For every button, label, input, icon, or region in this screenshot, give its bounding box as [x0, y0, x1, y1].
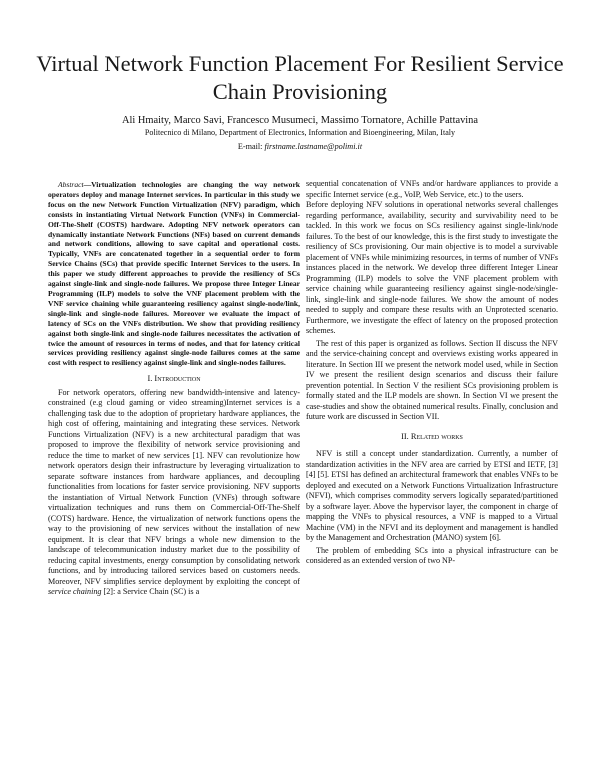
section-heading-introduction: I. Introduction — [147, 374, 201, 384]
organization-paragraph: The rest of this paper is organized as follows. Section II discuss the NFV and the service-chaining concept and overviews existing works appeared in literature. In Section III we present the network model used, while in Section IV we present the resilient design scenarios and discuss their failure prevention potential. In Section V the resilient SCs provisioning problem is formally stated and the ILP models are shown. In Section VI we present the case-studies and show the obtained numerical results. Finally, conclusion and future work are discussed in Section VII. — [306, 338, 558, 421]
left-column — [48, 180, 300, 598]
intro-text-b: [2]: a Service Chain (SC) is a — [101, 587, 200, 597]
intro-text-a: For network operators, offering new bandwidth-intensive and latency-constrained (e.g cloud gaming or video streaming)Internet services is a challenging task due to the adoption of proprietary hardware appliances, the high cost of offering, maintaining and integrating these services. Network Functions Virtualization (NFV) is a new architectural paradigm that was proposed to improve the flexibility of network service provisioning and reduce the time to market of new services [1]. NFV can revolutionize how network operators design their infrastructure by leveraging virtualization to separate software instances from hardware appliances, and decoupling functionalities from locations for faster service provisioning. NFV supports the instantiation of Virtual Network Function (VNFs) through software virtualization techniques and runs them on Commercial-Off-The-Shelf (COTS) hardware. Hence, the virtualization of network functions opens the way to the provisioning of new services without the installation of new equipment. It is clear that NFV brings a whole new dimension to the landscape of telecommunication industry market due to the possibility of reducing capital investments, energy consumption by consolidating network functions, and by introducing tailored services based on customers needs. Moreover, NFV simplifies service deployment by exploiting the concept of — [48, 387, 300, 586]
intro-paragraph — [48, 388, 300, 598]
paper-title: Virtual Network Function Placement For Resilient Service Chain Provisioning — [36, 51, 564, 104]
abstract — [48, 180, 300, 368]
related-works-paragraph-2: The problem of embedding SCs into a physical infrastructure can be considered as an extended version of two NP- — [306, 545, 558, 565]
email-line — [30, 142, 570, 152]
email-address: firstname.lastname@polimi.it — [264, 142, 363, 151]
author-list: Ali Hmaity, Marco Savi, Francesco Musumeci, Massimo Tornatore, Achille Pattavina — [122, 115, 478, 126]
continued-paragraph: sequential concatenation of VNFs and/or hardware appliances to provide a specific Internet service (e.g., VoIP, Web Service, etc.) to the users. — [306, 179, 558, 199]
abstract-text: —Virtualization technologies are changing the way network operators deploy and manage Internet services. In particular in this study we focus on the new Network Function Virtualization (NFV) paradigm, which consists in instantiating Virtual Network Function (VNFs) in Commercial-Off-The-Shelf (COSTS) hardware. Adopting NFV network operators can dynamically instantiate Network Functions (NFs) based on current demands and network conditions, allowing to save capital and operational costs. Typically, VNFs are concatenated together in a sequential order to form Service Chains (SCs) that provide specific Internet Services to the users. In this paper we study different approaches to provide the resiliency of SCs against single-link and single-node failures. We propose three Integer Linear Programming (ILP) models to solve the VNF placement problem with the VNF service chaining while guaranteeing resiliency against single-node/link, single-link and single-node failures. Moreover we evaluate the impact of latency of SCs on the VNFs distribution. We show that providing resiliency against both single-link and single-node failures necessitates the activation of twice the amount of resources in terms of nodes, and that for latency critical services providing resiliency against single-node failures comes at the same cost with respect to resiliency against single-link and single-nodes failures. — [48, 180, 300, 368]
related-works-paragraph-1: NFV is still a concept under standardization. Currently, a number of standardization activities in the NFV area are carried by ETSI and IETF, [3] [4] [5]. ETSI has defined an architectural framework that enables VNFs to be deployed and executed on a Network Functions Virtualization Infrastructure (NFVI), which comprises commodity servers logically separated/partitioned by a software layer. Above the hypervisor layer, the component in charge of mapping the VNFs to physical resources, a VNF is mapped to a Virtual Machine (VM) in the NFVI and its deployment and management is handled by the Management and Orchestration (MANO) system [6]. — [306, 449, 558, 542]
abstract-lead: Abstract — [58, 180, 84, 189]
intro-emphasis: service chaining — [48, 587, 102, 597]
section-heading-related-works: II. Related works — [401, 431, 463, 441]
challenges-paragraph: Before deploying NFV solutions in operational networks several challenges regarding performance, availability, security and survivability need to be tackled. In this work we focus on SCs resiliency against single-link/node failures. To the best of our knowledge, this is the first study to investigate the resiliency of SCs provisioning. Our main objective is to model a survivable placement of VNFs while minimizing resources, in terms of number of VNFs instances placed in the network. We develop three different Integer Linear Programming (ILP) models to solve the VNF placement problem with service chaining while guaranteeing resiliency against single-node/single-link, single-link and single-node failures. We show the amount of nodes needed to supply and compare these results with an Unprotected scenario. Furthermore, we investigate the effect of latency on the proposed protection schemes. — [306, 200, 558, 335]
affiliation: Politecnico di Milano, Department of Electronics, Information and Bioengineering, Milan, Italy — [144, 128, 456, 137]
email-label: E-mail: — [237, 142, 263, 151]
right-column — [306, 179, 558, 567]
